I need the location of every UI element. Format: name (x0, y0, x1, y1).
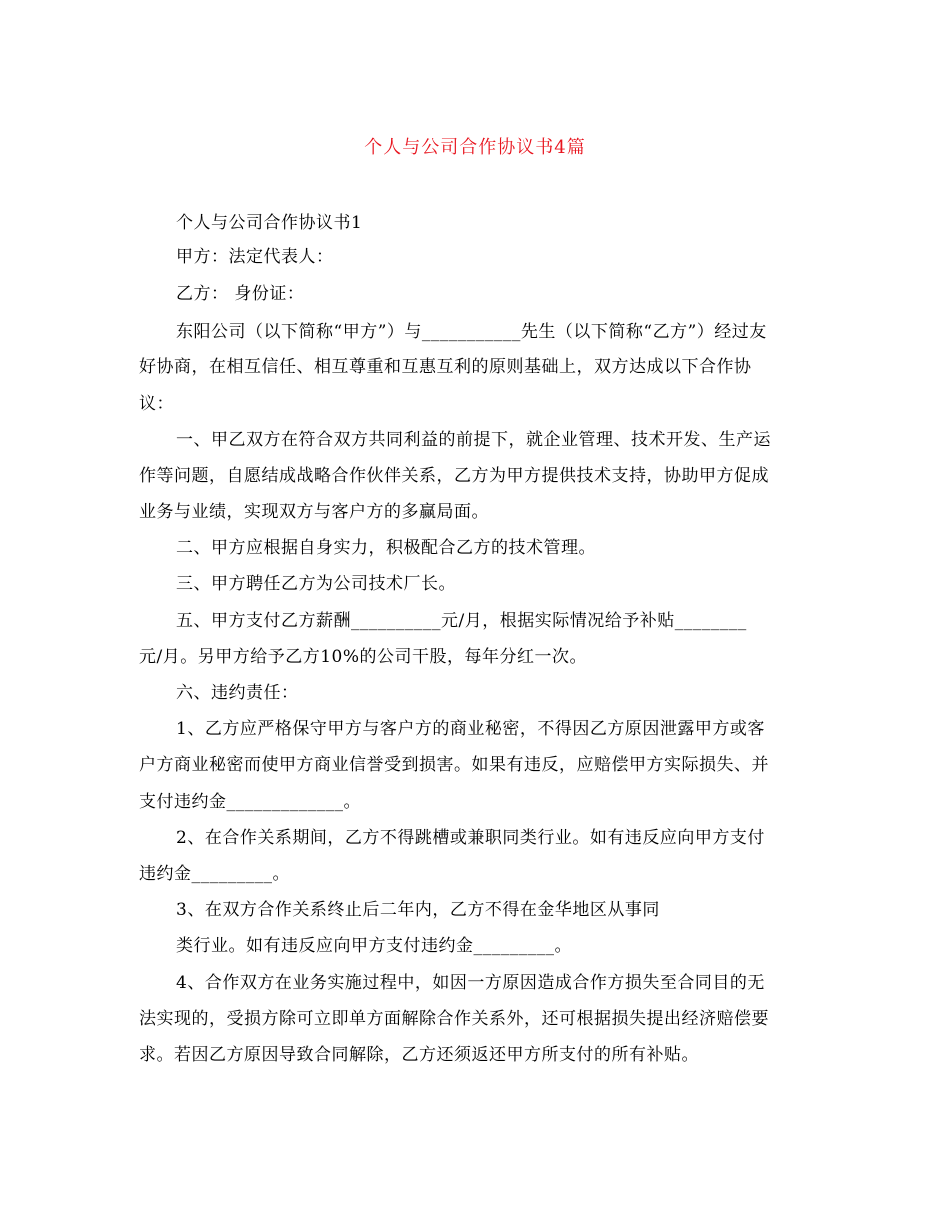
paragraph-line: 4、合作双方在业务实施过程中，如因一方原因造成合作方损失至合同目的无 (176, 973, 765, 993)
paragraph-line: 3、在双方合作关系终止后二年内，乙方不得在金华地区从事同 (176, 900, 660, 920)
paragraph-line: 六、违约责任： (176, 683, 299, 703)
paragraph-line: 一、甲乙双方在符合双方共同利益的前提下，就企业管理、技术开发、生产运 (176, 430, 771, 450)
paragraph-line: 三、甲方聘任乙方为公司技术厂长。 (176, 574, 456, 594)
paragraph-line: 求。若因乙方原因导致合同解除，乙方还须返还甲方所支付的所有补贴。 (139, 1045, 699, 1065)
paragraph-line: 1、乙方应严格保守甲方与客户方的商业秘密，不得因乙方原因泄露甲方或客 (176, 719, 765, 739)
paragraph-line: 2、在合作关系期间，乙方不得跳槽或兼职同类行业。如有违反应向甲方支付 (176, 828, 765, 848)
paragraph-line: 作等问题，自愿结成战略合作伙伴关系，乙方为甲方提供技术支持，协助甲方促成 (139, 466, 769, 486)
paragraph-line: 业务与业绩，实现双方与客户方的多赢局面。 (139, 502, 489, 522)
document-title: 个人与公司合作协议书4篇 (364, 137, 586, 158)
paragraph-line: 法实现的，受损方除可立即单方面解除合作关系外，还可根据损失提出经济赔偿要 (139, 1009, 769, 1029)
paragraph-line: 户方商业秘密而使甲方商业信誉受到损害。如果有违反，应赔偿甲方实际损失、并 (139, 755, 769, 775)
paragraph-line: 元/月。另甲方给予乙方10%的公司干股，每年分红一次。 (139, 647, 588, 667)
paragraph-line: 支付违约金_____________。 (139, 792, 361, 812)
paragraph-line: 议： (139, 394, 174, 414)
paragraph-line: 东阳公司（以下简称“甲方”）与___________先生（以下简称“乙方”）经过友 (176, 322, 767, 342)
party-a-line: 甲方：法定代表人： (176, 247, 334, 267)
paragraph-line: 类行业。如有违反应向甲方支付违约金_________。 (176, 936, 572, 956)
paragraph-line: 违约金_________。 (139, 864, 290, 884)
party-b-line: 乙方： 身份证： (176, 284, 305, 304)
section-heading: 个人与公司合作协议书1 (176, 213, 363, 233)
paragraph-line: 好协商，在相互信任、相互尊重和互惠互利的原则基础上，双方达成以下合作协 (139, 357, 752, 377)
paragraph-line: 五、甲方支付乙方薪酬__________元/月，根据实际情况给予补贴________ (176, 611, 747, 631)
paragraph-line: 二、甲方应根据自身实力，积极配合乙方的技术管理。 (176, 538, 596, 558)
